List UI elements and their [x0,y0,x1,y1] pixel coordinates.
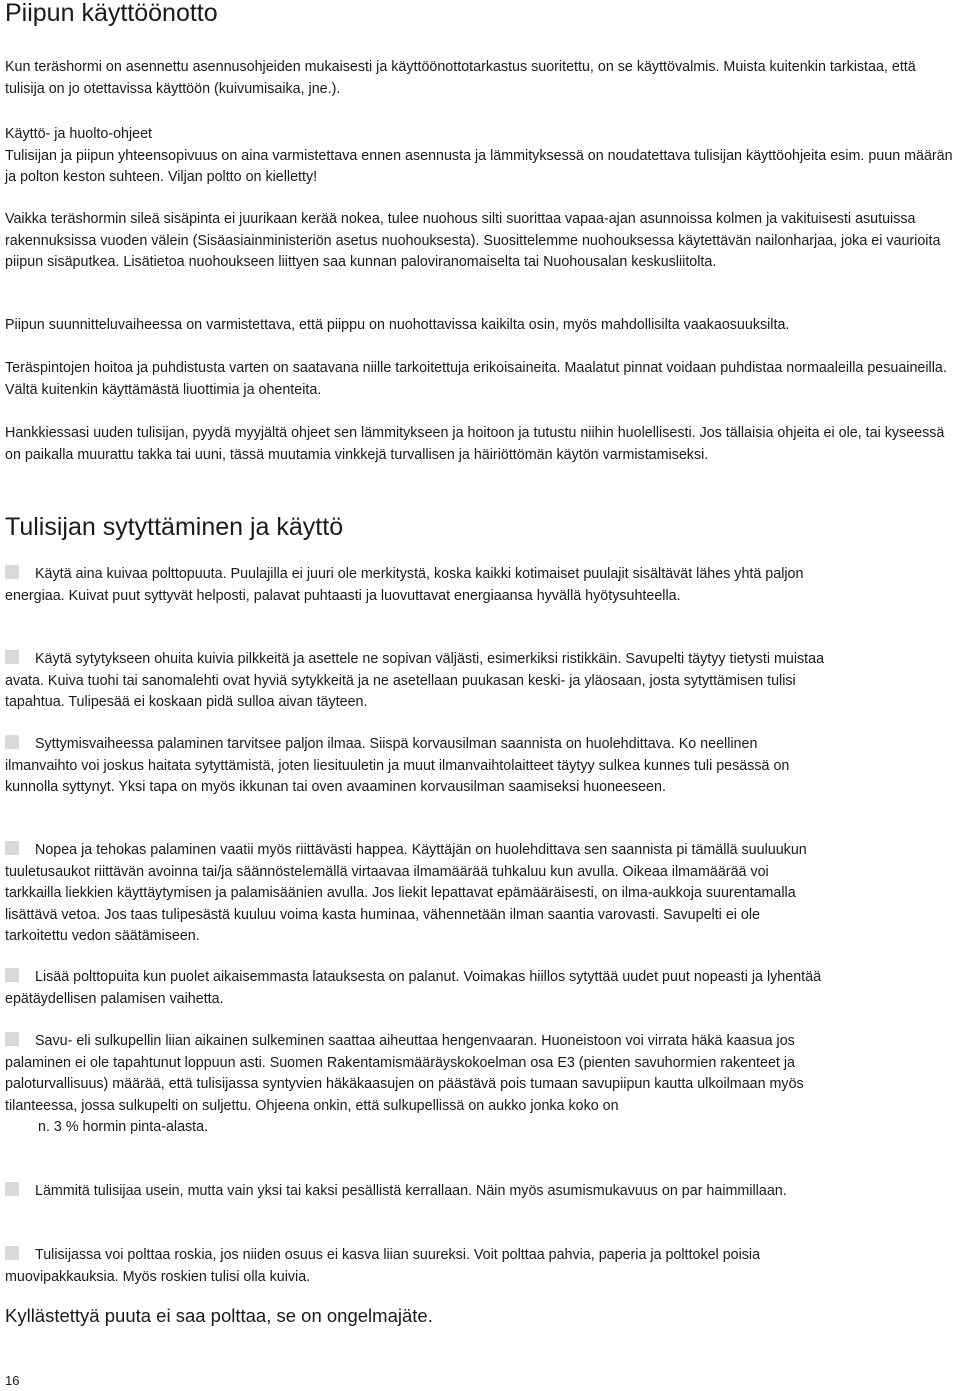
bullet-item: Lisää polttopuita kun puolet aikaisemmasta latauksesta on palanut. Voimakas hiillos sytyttää uudet puut nopeasti ja lyhentää epätäydellisen palamisen vaihetta. [5,969,822,1007]
paragraph-cleaning: Teräspintojen hoitoa ja puhdistusta varten on saatavana niille tarkoitettuja erikoisaineita. Maalatut pinnat voidaan puhdistaa normaaleilla pesuaineilla. Vältä kuitenkin käyttämästä liuottimia ja ohenteita. [5,360,947,398]
bullet-item: Nopea ja tehokas palaminen vaatii myös riittävästi happea. Käyttäjän on huolehdittava sen saannista pi tämällä suuluukun tuuletusaukot riittävän avoinna tai/ja säännöstelemällä virtaavaa ilmamäärää tuhkaluu kun avulla. Oikeaa ilmamäärää voi tarkkailla liekkien käyttäytymisen ja palamisäänien avulla. Jos liekit lepattavat epämääräisesti, on ilma-aukkoja suurentamalla lisättävä vetoa. Jos taas tulipesästä kuuluu voima kasta huminaa, vähennetään ilman saantia varovasti. Savupelti ei ole tarkoitettu vedon säätämiseen. [5,842,807,944]
bullet-square-icon [5,968,19,982]
bullet-item: Käytä sytytykseen ohuita kuivia pilkkeitä ja asettele ne sopivan väljästi, esimerkiksi ristikkäin. Savupelti täytyy tietysti muistaa avata. Kuiva tuohi tai sanomalehti ovat hyviä sytykkeitä ja ne asetellaan puukasan keski- ja yläosaan, josta sytyttämisen tulisi tapahtua. Tulipesää ei koskaan pidä sulloa aivan täyteen. [5,651,825,710]
paragraph-purchase: Hankkiessasi uuden tulisijan, pyydä myyjältä ohjeet sen lämmitykseen ja hoitoon ja tutustu niihin huolellisesti. Jos tällaisia ohjeita ei ole, tai kyseessä on paikalla muurattu takka tai uuni, tässä muutamia vinkkejä turvallisen ja häiriöttömän käytön varmistamiseksi. [5,425,945,463]
bullet-square-icon [5,565,19,579]
bullet-item: Tulisijassa voi polttaa roskia, jos niiden osuus ei kasva liian suureksi. Voit polttaa pahvia, paperia ja polttokel poisia muovipakkauksia. Myös roskien tulisi olla kuivia. [5,1247,761,1285]
bullet-square-icon [5,1246,19,1260]
bullet-square-icon [5,1182,19,1196]
bullet-item: Savu- eli sulkupellin liian aikainen sulkeminen saattaa aiheuttaa hengenvaaran. Huoneistoon voi virrata häkä kaasua jos palaminen ei ole tapahtunut loppuun asti. Suomen Rakentamismääräyskokoelman osa E3 (pienten savuhormien rakenteet ja paloturvallisuus) määrää, että tulisijassa syntyvien häkäkaasujen on päästävä pois tumaan savupiipun kautta ulkoilmaan myös tilanteessa, jossa sulkupelti on suljettu. Ohjeena onkin, että sulkupellissä on aukko jonka koko on n. 3 % hormin pinta-alasta. [5,1031,825,1139]
page-heading: Piipun käyttöönotto [5,0,218,27]
bullet-square-icon [5,841,19,855]
usage-section [5,124,955,189]
paragraph-sweeping: Vaikka teräshormin sileä sisäpinta ei juurikaan kerää nokea, tulee nuohous silti suorittaa vapaa-ajan asunnoissa kolmen ja vakituisesti asutuissa rakennuksissa vuoden välein (Sisäasiainministeriön asetus nuohouksesta). Suosittelemme nuohouksessa käytettävän nailonharjaa, joka ei vaurioita piipun sisäputkea. Lisätietoa nuohoukseen liittyen saa kunnan paloviranomaiselta tai Nuohousalan keskusliitolta. [5,211,941,270]
section-heading: Tulisijan sytyttäminen ja käyttö [5,513,344,541]
bullet-square-icon [5,650,19,664]
bullet-item: Syttymisvaiheessa palaminen tarvitsee paljon ilmaa. Siispä korvausilman saannista on huolehdittava. Ko neellinen ilmanvaihto voi joskus haitata sytyttämistä, joten liesituuletin ja muut ilmanvaihtolaitteet täytyy sulkea kunnes tuli pesässä on kunnolla syttynyt. Yksi tapa on myös ikkunan tai oven avaaminen korvausilman saamiseksi huoneeseen. [5,736,790,795]
bullet-square-icon [5,1032,19,1046]
usage-text: Tulisijan ja piipun yhteensopivuus on aina varmistettava ennen asennusta ja lämmityksessä on noudatettava tulisijan käyttöohjeita esim. puun määrän ja polton keston suhteen. Viljan poltto on kielletty! [5,147,953,185]
bullet-item: Lämmitä tulisijaa usein, mutta vain yksi tai kaksi pesällistä kerrallaan. Näin myös asumismukavuus on par haimmillaan. [5,1181,825,1203]
bullet-item: Käytä aina kuivaa polttopuuta. Puulajilla ei juuri ole merkitystä, koska kaikki kotimaiset puulajit sisältävät lähes yhtä paljon energiaa. Kuivat puut syttyvät helposti, palavat puhtaasti ja luovuttavat energiaansa hyvällä hyötysuhteella. [5,566,804,604]
usage-title: Käyttö- ja huolto-ohjeet [5,126,153,142]
intro-paragraph: Kun teräshormi on asennettu asennusohjeiden mukaisesti ja käyttöönottotarkastus suoritettu, on se käyttövalmis. Muista kuitenkin tarkistaa, että tulisija on jo otettavissa käyttöön (kuivumisaika, jne.). [5,59,916,97]
bullet-square-icon [5,735,19,749]
closing-statement: Kyllästettyä puuta ei saa polttaa, se on ongelmajäte. [5,1305,433,1326]
paragraph-planning: Piipun suunnitteluvaiheessa on varmistettava, että piippu on nuohottavissa kaikilta osin, myös mahdollisilta vaakaosuuksilta. [5,317,790,333]
page-number: 16 [5,1373,20,1388]
bullet-continuation: n. 3 % hormin pinta-alasta. [38,1119,209,1135]
